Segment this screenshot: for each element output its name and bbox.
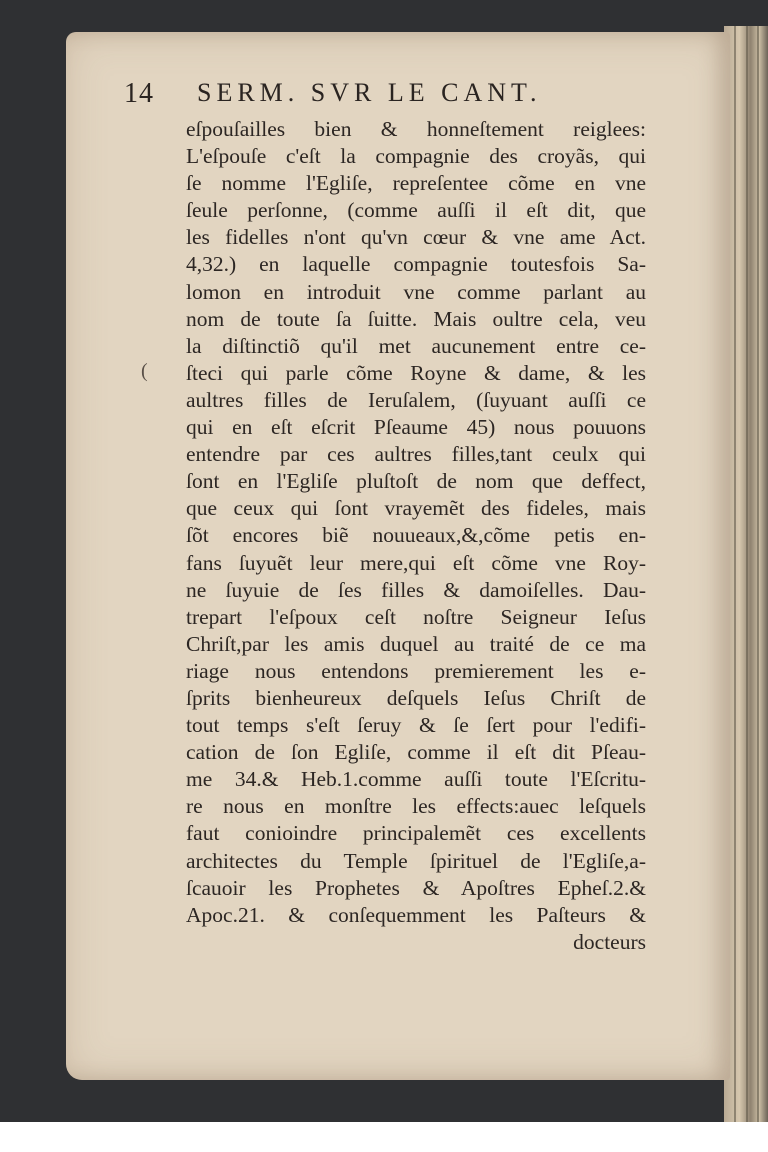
catchword: docteurs bbox=[573, 929, 646, 954]
text-line: lomon en introduit vne comme parlant au bbox=[186, 279, 646, 304]
text-line: ne ſuyuie de ſes filles & damoiſelles. Dau- bbox=[186, 577, 646, 602]
text-line: re nous en monſtre les effects:auec leſquels bbox=[186, 794, 646, 819]
text-line: L'eſpouſe c'eſt la compagnie des croyãs, qui bbox=[186, 144, 646, 169]
text-line: ſe nomme l'Egliſe, repreſentee cõme en vne bbox=[186, 171, 646, 196]
text-line: les fidelles n'ont qu'vn cœur & vne ame Act. bbox=[186, 225, 646, 250]
text-line: qui en eſt eſcrit Pſeaume 45) nous pouuons bbox=[186, 415, 646, 440]
running-head: SERM. SVR LE CANT. bbox=[197, 78, 542, 107]
text-line: cation de ſon Egliſe, comme il eſt dit Pſeau- bbox=[186, 740, 646, 765]
text-line: Chriſt,par les amis duquel au traité de ce ma bbox=[186, 631, 646, 656]
margin-mark: ( bbox=[141, 360, 148, 382]
text-line: me 34.& Heb.1.comme auſſi toute l'Eſcritu- bbox=[186, 767, 646, 792]
text-line: ſteci qui parle cõme Royne & dame, & les bbox=[186, 360, 646, 385]
text-line: 4,32.) en laquelle compagnie toutesfois Sa- bbox=[186, 252, 646, 277]
text-line: que ceux qui ſont vrayemẽt des fideles, mais bbox=[186, 496, 646, 521]
text-line: ſcauoir les Prophetes & Apoſtres Epheſ.2.& bbox=[186, 875, 646, 900]
text-line: ſprits bienheureux deſquels Ieſus Chriſt de bbox=[186, 685, 646, 710]
text-line: Apoc.21. & conſequemment les Paſteurs & bbox=[186, 902, 646, 927]
text-line: trepart l'eſpoux ceſt noſtre Seigneur Ieſus bbox=[186, 604, 646, 629]
text-line: riage nous entendons premierement les e- bbox=[186, 658, 646, 683]
page-edges bbox=[724, 26, 768, 1122]
text-line: tout temps s'eſt ſeruy & ſe ſert pour l'edifi- bbox=[186, 713, 646, 738]
page-number: 14 bbox=[124, 78, 154, 109]
body-text bbox=[186, 116, 646, 956]
text-line: fans ſuyuẽt leur mere,qui eſt cõme vne Roy- bbox=[186, 550, 646, 575]
page-header bbox=[124, 76, 644, 112]
text-line: aultres filles de Ieruſalem, (ſuyuant auſſi ce bbox=[186, 387, 646, 412]
text-line: faut conioindre principalemẽt ces excellents bbox=[186, 821, 646, 846]
text-line: architectes du Temple ſpirituel de l'Egliſe,a- bbox=[186, 848, 646, 873]
text-line: ſont en l'Egliſe pluſtoſt de nom que deffect, bbox=[186, 469, 646, 494]
text-line: ſeule perſonne, (comme auſſi il eſt dit, que bbox=[186, 198, 646, 223]
text-line: ſõt encores biẽ nouueaux,&,cõme petis en- bbox=[186, 523, 646, 548]
text-line: nom de toute ſa ſuitte. Mais oultre cela, veu bbox=[186, 306, 646, 331]
text-line: eſpouſailles bien & honneſtement reiglees: bbox=[186, 117, 646, 141]
text-line: la diſtinctiõ qu'il met aucunement entre ce- bbox=[186, 333, 646, 358]
text-line: entendre par ces aultres filles,tant ceulx qui bbox=[186, 442, 646, 467]
